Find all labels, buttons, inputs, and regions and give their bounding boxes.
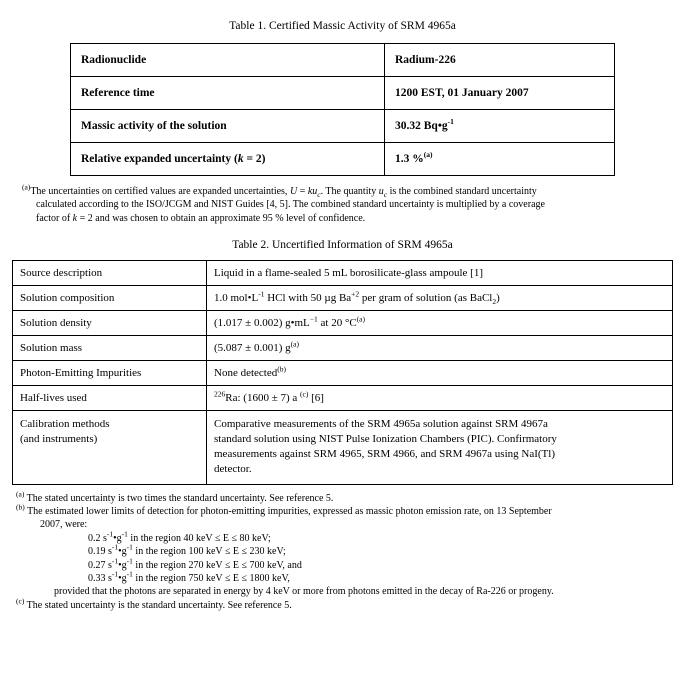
footnote-marker-a: (a) — [22, 182, 31, 192]
formula-subscript: 2 — [492, 297, 497, 307]
symbol-k: k — [72, 212, 78, 224]
footnote-b-provided: provided that the photons are separated in energy by 4 keV or more from photons emitted in the decay of Ra-226 or progeny. — [54, 586, 554, 598]
middot-glyph: • — [247, 291, 252, 304]
middot-glyph: • — [118, 572, 122, 584]
middot-glyph: • — [290, 316, 295, 329]
table1-cell-value — [385, 110, 615, 143]
detection-limit-item — [26, 529, 673, 545]
table2-cell-label: Solution density — [13, 310, 207, 335]
unit-s: s — [108, 546, 112, 558]
table-row — [71, 77, 615, 110]
table2-caption: Table 2. Uncertified Information of SRM 4965a — [232, 238, 453, 251]
table2-cell-label: Solution composition — [13, 285, 207, 310]
table-row — [13, 310, 673, 335]
footnote-marker-c: (c) — [300, 389, 309, 399]
table2-cell-label: Half-lives used — [13, 385, 207, 410]
table1-cell-label: Reference time — [71, 77, 385, 110]
table2-cell-label — [13, 410, 207, 484]
footnote-text: The stated uncertainty is two times the standard uncertainty. See reference 5. — [26, 492, 334, 504]
unit-s: s — [103, 532, 107, 544]
limit-value: 0.27 — [88, 559, 106, 571]
value-text: (5.087 ± 0.001) g — [214, 341, 291, 354]
table-row — [71, 110, 615, 143]
value-line-4: detector. — [214, 463, 252, 476]
footnote-text: The estimated lower limits of detection for photon-emitting impurities, expressed as massic photon emission rate, on 13 September — [27, 505, 552, 517]
table2-cell-label: Source description — [13, 260, 207, 285]
unit-exponent: -1 — [447, 117, 454, 127]
value-text: 30.32 Bq — [395, 120, 438, 132]
footnote-marker-c: (c) — [16, 596, 25, 606]
unit-exponent: −1 — [309, 314, 318, 324]
charge-exponent: +2 — [351, 289, 360, 299]
table2-footnotes — [12, 489, 673, 613]
value-text: [6] — [308, 391, 324, 404]
footnote-text: . The quantity — [320, 186, 379, 197]
table2-cell-label: Photon-Emitting Impurities — [13, 360, 207, 385]
table2-cell-value — [207, 385, 673, 410]
unit-exponent: -1 — [126, 542, 133, 552]
label-line-1: Calibration methods — [20, 417, 110, 430]
unit-L: L — [251, 291, 259, 304]
footnote-text: is the combined standard uncertainty — [387, 186, 537, 197]
table2-cell-value — [207, 285, 673, 310]
value-text: (1.017 ± 0.002) g — [214, 316, 291, 329]
unit-exponent: -1 — [121, 529, 128, 539]
table1-cell-value: Radium-226 — [385, 44, 615, 77]
table-row — [13, 385, 673, 410]
footnote-text: The uncertainties on certified values are expanded uncertainties, — [30, 186, 290, 197]
subscript-c: c — [317, 190, 321, 199]
table-row — [13, 360, 673, 385]
unit-exponent: -1 — [111, 542, 119, 552]
middot-glyph: • — [118, 546, 122, 558]
table1-caption: Table 1. Certified Massic Activity of SRM 4965a — [229, 20, 456, 32]
value-text: None detected — [214, 366, 278, 379]
unit-g: g — [121, 559, 127, 571]
unit-g: g — [116, 532, 122, 544]
table2-cell-value: Liquid in a flame-sealed 5 mL borosilicate-glass ampoule [1] — [207, 260, 673, 285]
label-line-2: (and instruments) — [20, 433, 98, 446]
footnote-marker-a: (a) — [16, 489, 25, 499]
energy-region: in the region 270 keV ≤ E ≤ 700 keV, and — [132, 559, 302, 571]
table-row — [13, 260, 673, 285]
table-row — [71, 44, 615, 77]
footnote-line-3 — [22, 212, 663, 225]
middot-glyph: • — [437, 120, 442, 132]
table2-cell-value — [207, 335, 673, 360]
unit-s: s — [108, 572, 112, 584]
footnote-text: = 2 and was chosen to obtain an approximate 95 % level of confidence. — [77, 212, 366, 224]
value-text: ) — [496, 291, 500, 304]
table-uncertified-information — [12, 260, 673, 485]
limit-value: 0.33 — [88, 572, 106, 584]
table-row — [13, 410, 673, 484]
unit-exponent: -1 — [111, 569, 119, 579]
table-row — [71, 143, 615, 176]
unit-exponent: -1 — [126, 556, 133, 566]
footnote-text: = — [297, 186, 308, 197]
energy-region: in the region 100 keV ≤ E ≤ 230 keV; — [132, 546, 286, 558]
middot-glyph: • — [113, 532, 117, 544]
value-text: 1.3 % — [395, 153, 424, 165]
value-text: Ra: (1600 ± 7) a — [225, 391, 301, 404]
footnote-marker-b: (b) — [16, 502, 25, 512]
unit-g: g — [121, 572, 127, 584]
table1-footnote — [12, 182, 673, 225]
limit-value: 0.2 — [88, 532, 101, 544]
symbol-u: u — [378, 186, 384, 197]
middot-glyph: • — [118, 559, 122, 571]
footnote-b-line-2: 2007, were: — [40, 519, 88, 531]
unit-exponent: -1 — [111, 556, 119, 566]
table1-cell-label: Massic activity of the solution — [71, 110, 385, 143]
footnote-marker-a: (a) — [423, 150, 433, 160]
value-text: 1.0 mol — [214, 291, 248, 304]
detection-limit-item — [26, 569, 673, 585]
table-row — [13, 285, 673, 310]
unit-text: g — [441, 120, 448, 132]
value-line-3: measurements against SRM 4965, SRM 4966, and SRM 4967a using NaI(Tl) — [214, 448, 555, 461]
unit-exponent: -1 — [106, 529, 114, 539]
value-text: HCl with 50 µg Ba — [264, 291, 352, 304]
footnote-a — [16, 489, 673, 505]
footnote-text: factor of — [36, 212, 73, 224]
table1-cell-label: Radionuclide — [71, 44, 385, 77]
table1-cell-value: 1200 EST, 01 January 2007 — [385, 77, 615, 110]
subscript-c: c — [383, 190, 388, 199]
unit-g: g — [121, 546, 127, 558]
label-text: Relative expanded uncertainty ( — [81, 153, 238, 165]
unit-exponent: -1 — [126, 569, 133, 579]
symbol-ku: ku — [307, 186, 318, 197]
footnote-marker-b: (b) — [277, 364, 286, 374]
table-row — [13, 335, 673, 360]
footnote-marker-a: (a) — [290, 339, 299, 349]
table2-cell-value — [207, 360, 673, 385]
limit-value: 0.19 — [88, 546, 106, 558]
footnote-line-2: calculated according to the ISO/JCGM and NIST Guides [4, 5]. The combined standard uncertainty is multiplied by a coverage — [36, 199, 545, 211]
detection-limit-item — [26, 542, 673, 558]
mass-number: 226 — [214, 389, 226, 399]
detection-limit-item — [26, 556, 673, 572]
table1-cell-label — [71, 143, 385, 176]
label-symbol-k: k — [237, 153, 244, 165]
table1-cell-value — [385, 143, 615, 176]
footnote-c — [16, 596, 673, 612]
energy-region: in the region 750 keV ≤ E ≤ 1800 keV, — [132, 572, 290, 584]
unit-mL: mL — [294, 316, 310, 329]
value-line-2: standard solution using NIST Pulse Ionization Chambers (PIC). Confirmatory — [214, 433, 557, 446]
unit-s: s — [108, 559, 112, 571]
table2-cell-label: Solution mass — [13, 335, 207, 360]
table2-cell-value — [207, 310, 673, 335]
footnote-text: The stated uncertainty is the standard uncertainty. See reference 5. — [26, 599, 292, 611]
energy-region: in the region 40 keV ≤ E ≤ 80 keV; — [127, 532, 271, 544]
value-text: at 20 °C — [317, 316, 357, 329]
footnote-marker-a: (a) — [356, 314, 366, 324]
table2-cell-value — [207, 410, 673, 484]
unit-exponent: -1 — [258, 289, 265, 299]
value-line-1: Comparative measurements of the SRM 4965a solution against SRM 4967a — [214, 417, 548, 430]
value-text: per gram of solution (as BaCl — [359, 291, 493, 304]
table-certified-massic-activity — [70, 43, 615, 176]
label-text-end: = 2) — [243, 153, 266, 165]
footnote-b — [16, 502, 673, 599]
symbol-U: U — [289, 186, 298, 197]
